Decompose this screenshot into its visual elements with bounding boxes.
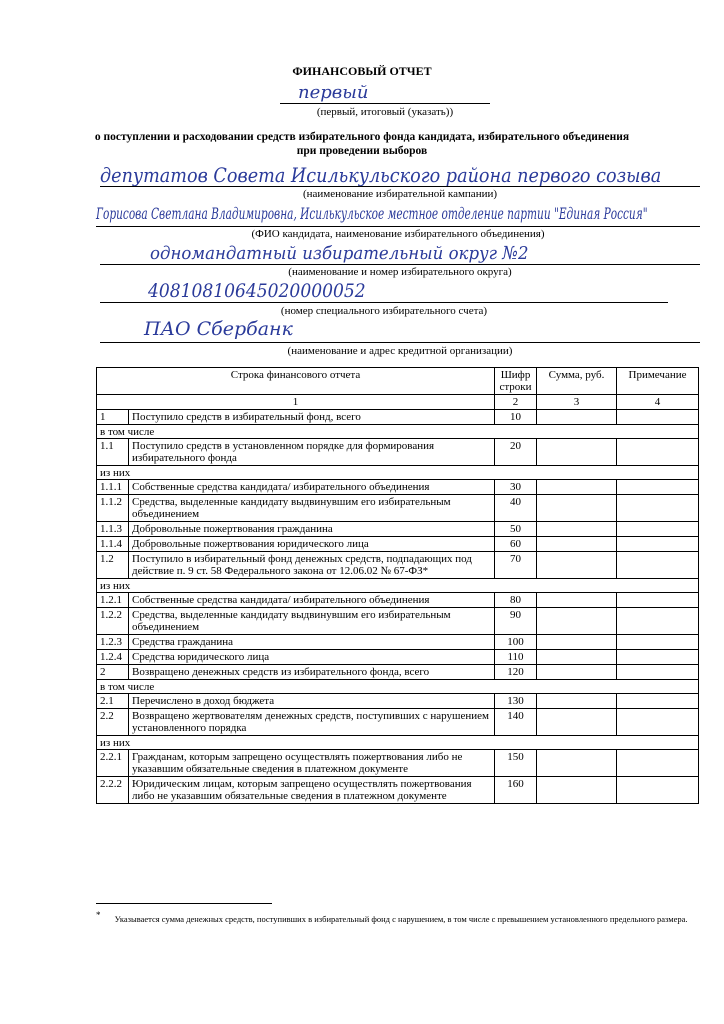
footnote-separator: [96, 903, 272, 904]
row-number: 1.1.1: [97, 480, 129, 495]
table-row: [97, 537, 699, 552]
row-number: 1.1: [97, 439, 129, 466]
row-sum: [537, 410, 617, 425]
row-number: 2.1: [97, 694, 129, 709]
candidate-caption: (ФИО кандидата, наименование избирательного объединения): [251, 228, 545, 240]
table-row: [97, 593, 699, 608]
row-number: 2.2.2: [97, 777, 129, 804]
row-description: Поступило средств в избирательный фонд, всего: [129, 410, 495, 425]
row-code: 130: [495, 694, 537, 709]
row-number: 1.2.4: [97, 650, 129, 665]
row-description: Возвращено денежных средств из избирательного фонда, всего: [129, 665, 495, 680]
table-row: [97, 650, 699, 665]
row-sum: [537, 593, 617, 608]
table-row: [97, 694, 699, 709]
index-col-3: 3: [537, 395, 617, 410]
row-sum: [537, 665, 617, 680]
row-note: [617, 495, 699, 522]
group-label: из них: [97, 736, 699, 750]
table-row: [97, 777, 699, 804]
row-code: 60: [495, 537, 537, 552]
report-heading-line1: о поступлении и расходовании средств избирательного фонда кандидата, избирательного объединения: [94, 131, 630, 143]
index-col-2: 2: [495, 395, 537, 410]
table-group-row: [97, 736, 699, 750]
table-row: [97, 410, 699, 425]
row-sum: [537, 439, 617, 466]
table-row: [97, 552, 699, 579]
index-col-4: 4: [617, 395, 699, 410]
row-description: Средства, выделенные кандидату выдвинувшим его избирательным объединением: [129, 495, 495, 522]
row-note: [617, 552, 699, 579]
table-group-row: [97, 425, 699, 439]
table-row: [97, 480, 699, 495]
row-note: [617, 694, 699, 709]
row-note: [617, 480, 699, 495]
header-line: Строка финансового отчета: [97, 368, 495, 395]
row-sum: [537, 777, 617, 804]
row-description: Средства гражданина: [129, 635, 495, 650]
row-sum: [537, 608, 617, 635]
row-sum: [537, 650, 617, 665]
report-type-line: [280, 103, 490, 104]
table-row: [97, 495, 699, 522]
group-label: в том числе: [97, 425, 699, 439]
row-note: [617, 608, 699, 635]
row-code: 30: [495, 480, 537, 495]
bank-handwriting: ПАО Сбербанк: [144, 318, 293, 340]
table-index-row: [97, 395, 699, 410]
row-code: 80: [495, 593, 537, 608]
header-note: Примечание: [617, 368, 699, 395]
row-number: 1.2: [97, 552, 129, 579]
row-note: [617, 777, 699, 804]
row-description: Добровольные пожертвования гражданина: [129, 522, 495, 537]
header-sum: Сумма, руб.: [537, 368, 617, 395]
candidate-line: [96, 226, 700, 227]
table-row: [97, 439, 699, 466]
campaign-handwriting: депутатов Совета Исилькульского района первого созыва: [100, 163, 662, 187]
table-row: [97, 709, 699, 736]
row-note: [617, 709, 699, 736]
row-description: Средства юридического лица: [129, 650, 495, 665]
row-number: 1.2.2: [97, 608, 129, 635]
row-number: 2: [97, 665, 129, 680]
report-type-caption: (первый, итоговый (указать)): [316, 106, 454, 118]
row-code: 10: [495, 410, 537, 425]
row-note: [617, 593, 699, 608]
district-handwriting: одномандатный избирательный округ №2: [150, 243, 529, 264]
footnote: [96, 909, 698, 925]
row-note: [617, 650, 699, 665]
index-col-1: 1: [97, 395, 495, 410]
row-number: 1.2.1: [97, 593, 129, 608]
row-code: 20: [495, 439, 537, 466]
table-row: [97, 522, 699, 537]
account-caption: (номер специального избирательного счета): [280, 305, 488, 317]
row-description: Возвращено жертвователям денежных средств, поступивших с нарушением установленного порядка: [129, 709, 495, 736]
district-line: [100, 264, 700, 265]
account-handwriting: 40810810645020000052: [148, 280, 366, 302]
row-sum: [537, 750, 617, 777]
row-sum: [537, 694, 617, 709]
row-number: 1: [97, 410, 129, 425]
group-label: из них: [97, 466, 699, 480]
row-description: Поступило в избирательный фонд денежных средств, подпадающих под действие п. 9 ст. 58 Федерального закона от 12.06.02 № 67-ФЗ*: [129, 552, 495, 579]
row-number: 2.2.1: [97, 750, 129, 777]
campaign-caption: (наименование избирательной кампании): [302, 188, 498, 200]
row-code: 140: [495, 709, 537, 736]
report-title: ФИНАНСОВЫЙ ОТЧЕТ: [292, 64, 432, 78]
row-code: 160: [495, 777, 537, 804]
row-sum: [537, 495, 617, 522]
row-code: 50: [495, 522, 537, 537]
row-note: [617, 665, 699, 680]
report-heading-line2: при проведении выборов: [296, 145, 428, 157]
row-note: [617, 635, 699, 650]
row-sum: [537, 522, 617, 537]
row-number: 1.1.2: [97, 495, 129, 522]
table-body: [97, 410, 699, 804]
row-description: Добровольные пожертвования юридического лица: [129, 537, 495, 552]
table-header-row: [97, 368, 699, 395]
row-note: [617, 522, 699, 537]
account-line: [100, 302, 668, 303]
footnote-text: Указывается сумма денежных средств, поступивших в избирательный фонд с нарушением, в том числе с превышением установленного предельного размера.: [114, 913, 688, 924]
table-row: [97, 665, 699, 680]
row-description: Перечислено в доход бюджета: [129, 694, 495, 709]
row-description: Поступило средств в установленном порядке для формирования избирательного фонда: [129, 439, 495, 466]
table-row: [97, 608, 699, 635]
row-sum: [537, 709, 617, 736]
row-description: Средства, выделенные кандидату выдвинувшим его избирательным объединением: [129, 608, 495, 635]
row-sum: [537, 480, 617, 495]
footnote-mark: *: [96, 910, 101, 920]
row-description: Гражданам, которым запрещено осуществлять пожертвования либо не указавшим обязательные сведения в платежном документе: [129, 750, 495, 777]
row-code: 90: [495, 608, 537, 635]
district-caption: (наименование и номер избирательного округа): [288, 266, 512, 278]
row-code: 150: [495, 750, 537, 777]
financial-report-table: [96, 367, 699, 804]
row-note: [617, 439, 699, 466]
table-row: [97, 750, 699, 777]
row-description: Собственные средства кандидата/ избирательного объединения: [129, 593, 495, 608]
header-code: Шифр строки: [495, 368, 537, 395]
table-group-row: [97, 680, 699, 694]
row-code: 70: [495, 552, 537, 579]
row-sum: [537, 552, 617, 579]
row-number: 1.1.3: [97, 522, 129, 537]
row-description: Юридическим лицам, которым запрещено осуществлять пожертвования либо не указавшим обязательные сведения в платежном документе: [129, 777, 495, 804]
row-code: 40: [495, 495, 537, 522]
row-description: Собственные средства кандидата/ избирательного объединения: [129, 480, 495, 495]
group-label: из них: [97, 579, 699, 593]
row-number: 1.1.4: [97, 537, 129, 552]
row-number: 2.2: [97, 709, 129, 736]
row-code: 100: [495, 635, 537, 650]
row-sum: [537, 537, 617, 552]
campaign-line: [100, 186, 700, 187]
table-group-row: [97, 466, 699, 480]
row-note: [617, 410, 699, 425]
bank-caption: (наименование и адрес кредитной организации): [287, 345, 513, 357]
row-number: 1.2.3: [97, 635, 129, 650]
row-note: [617, 750, 699, 777]
row-code: 120: [495, 665, 537, 680]
report-type-handwriting: первый: [298, 82, 369, 103]
table-group-row: [97, 579, 699, 593]
row-code: 110: [495, 650, 537, 665]
table-row: [97, 635, 699, 650]
bank-line: [100, 342, 700, 343]
candidate-handwriting: Горисова Светлана Владимировна, Исилькульское местное отделение партии "Единая Россия": [96, 204, 648, 223]
row-sum: [537, 635, 617, 650]
group-label: в том числе: [97, 680, 699, 694]
row-note: [617, 537, 699, 552]
